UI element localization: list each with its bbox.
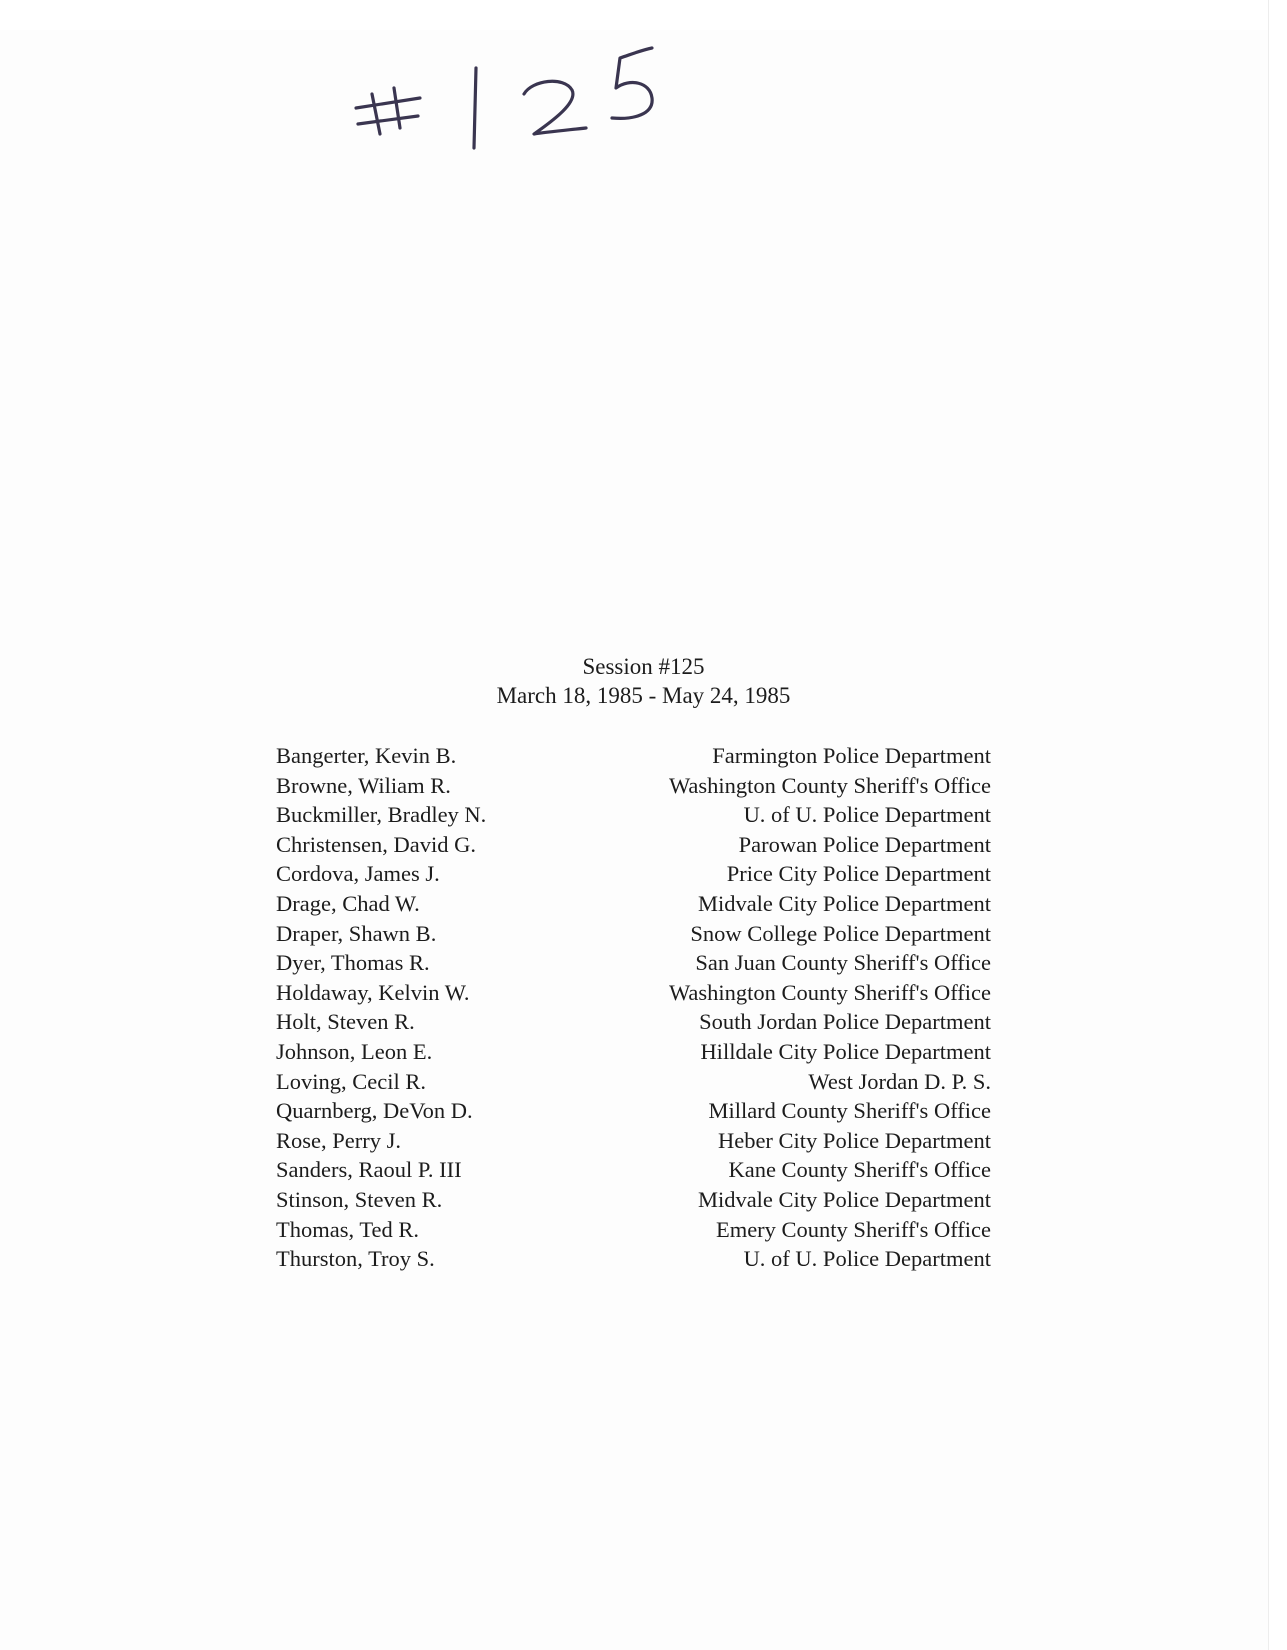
session-header [0, 652, 1287, 710]
officer-agency: Kane County Sheriff's Office [728, 1157, 991, 1183]
officer-agency: Midvale City Police Department [697, 890, 991, 916]
officer-agency: U. of U. Police Department [743, 1246, 991, 1272]
officer-name: Sanders, Raoul P. III [276, 1157, 462, 1183]
officer-name: Quarnberg, DeVon D. [276, 1098, 473, 1124]
officer-name: Buckmiller, Bradley N. [276, 802, 487, 828]
officer-agency: Millard County Sheriff's Office [708, 1098, 991, 1124]
roster-row [276, 889, 991, 919]
roster-row [276, 1244, 991, 1274]
roster-row [276, 800, 991, 830]
officer-agency: Emery County Sheriff's Office [715, 1216, 991, 1242]
roster-row [276, 830, 991, 860]
roster-row [276, 1155, 991, 1185]
scan-border-top [0, 0, 1287, 30]
officer-agency: Farmington Police Department [712, 743, 991, 768]
officer-name: Rose, Perry J. [276, 1127, 401, 1153]
session-dates: March 18, 1985 - May 24, 1985 [496, 683, 791, 708]
session-title: Session #125 [582, 654, 705, 679]
officer-name: Stinson, Steven R. [276, 1186, 443, 1212]
officer-agency: Heber City Police Department [717, 1127, 991, 1153]
roster-row [276, 919, 991, 949]
roster-row [276, 1096, 991, 1126]
handwritten-session-number [350, 36, 690, 156]
officer-name: Draper, Shawn B. [276, 920, 437, 946]
officer-name: Thomas, Ted R. [276, 1216, 419, 1242]
officer-name: Holt, Steven R. [276, 1009, 415, 1035]
officer-name: Browne, Wiliam R. [276, 772, 451, 798]
officer-name: Holdaway, Kelvin W. [276, 979, 470, 1005]
officer-agency: West Jordan D. P. S. [808, 1068, 991, 1094]
roster-row [276, 741, 991, 771]
roster-row [276, 1215, 991, 1245]
roster-row [276, 859, 991, 889]
officer-agency: San Juan County Sheriff's Office [695, 950, 991, 976]
officer-agency: Snow College Police Department [690, 920, 991, 946]
officer-name: Drage, Chad W. [276, 890, 420, 916]
officer-name: Loving, Cecil R. [276, 1068, 426, 1094]
scan-border-right [1268, 0, 1287, 1650]
officer-name: Thurston, Troy S. [276, 1246, 435, 1272]
roster-row [276, 1185, 991, 1215]
roster-row [276, 978, 991, 1008]
roster-row [276, 1037, 991, 1067]
officer-agency: U. of U. Police Department [743, 802, 991, 828]
officer-name: Bangerter, Kevin B. [276, 743, 457, 768]
officer-agency: Midvale City Police Department [697, 1186, 991, 1212]
officer-name: Christensen, David G. [276, 831, 476, 857]
officer-name: Cordova, James J. [276, 861, 440, 887]
officer-agency: Price City Police Department [726, 861, 991, 887]
officer-agency: Parowan Police Department [738, 831, 991, 857]
officer-agency: South Jordan Police Department [699, 1009, 991, 1035]
officer-agency: Washington County Sheriff's Office [669, 979, 991, 1005]
roster-row [276, 1007, 991, 1037]
officer-agency: Hilldale City Police Department [700, 1038, 991, 1064]
roster-row [276, 1126, 991, 1156]
roster-list [276, 741, 991, 1274]
roster-row [276, 948, 991, 978]
handwritten-mark-icon [350, 36, 690, 156]
officer-name: Dyer, Thomas R. [276, 950, 430, 976]
roster-row [276, 771, 991, 801]
roster-row [276, 1067, 991, 1097]
officer-agency: Washington County Sheriff's Office [669, 772, 991, 798]
officer-name: Johnson, Leon E. [276, 1038, 433, 1064]
